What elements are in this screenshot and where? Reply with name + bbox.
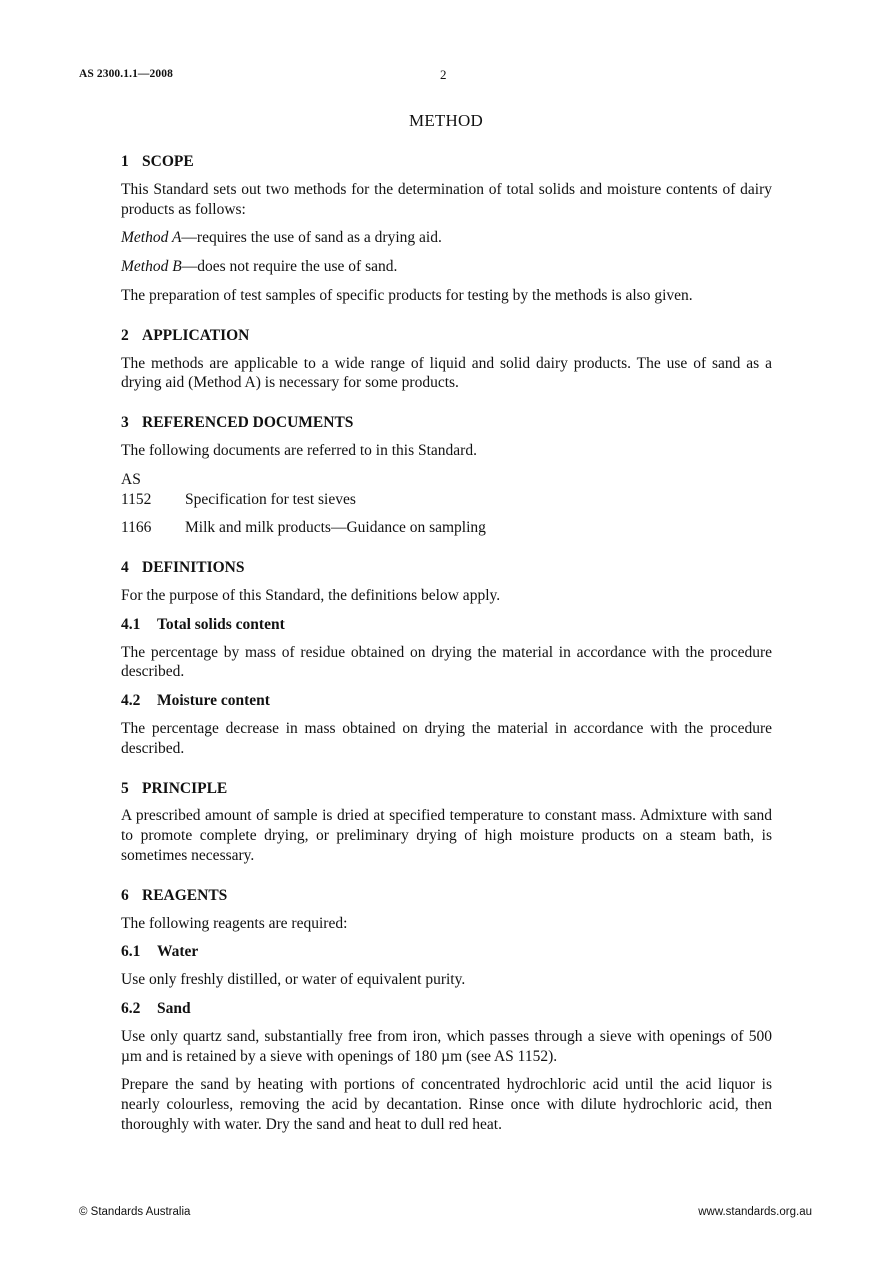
- reference-title: Milk and milk products—Guidance on sampling: [185, 519, 486, 537]
- subsection-title: Moisture content: [157, 692, 270, 710]
- method-a-paragraph: [121, 228, 772, 248]
- subsection-title: Total solids content: [157, 615, 285, 633]
- footer-website-link[interactable]: www.standards.org.au: [698, 1206, 812, 1218]
- section-title: REAGENTS: [142, 886, 228, 904]
- scope-closing-paragraph: The preparation of test samples of specific products for testing by the methods is also given.: [121, 286, 693, 304]
- referenced-documents-paragraph: The following documents are referred to in this Standard.: [121, 441, 477, 459]
- footer-copyright: © Standards Australia: [79, 1206, 191, 1218]
- document-body: [121, 152, 772, 1144]
- definitions-paragraph: For the purpose of this Standard, the definitions below apply.: [121, 586, 501, 604]
- list-item: [121, 518, 772, 538]
- list-item: [121, 490, 772, 510]
- section-number: 1: [121, 153, 129, 170]
- reference-title: Specification for test sieves: [185, 490, 356, 508]
- subsection-heading-total-solids: [121, 615, 772, 635]
- subsection-title: Water: [157, 943, 199, 961]
- section-heading-application: [121, 326, 772, 346]
- page-title: METHOD: [409, 111, 483, 130]
- section-number: 4: [121, 559, 129, 577]
- moisture-content-paragraph: The percentage decrease in mass obtained on drying the material in accordance with the procedure described.: [121, 719, 772, 757]
- method-b-text: —does not require the use of sand.: [181, 258, 398, 276]
- method-b-label: Method B: [121, 258, 182, 276]
- method-a-label: Method A: [121, 229, 182, 247]
- method-b-paragraph: [121, 257, 772, 277]
- subsection-heading-moisture-content: [121, 691, 772, 711]
- page-number: 2: [440, 67, 447, 82]
- section-heading-scope: [121, 152, 772, 172]
- section-title: APPLICATION: [142, 326, 250, 344]
- subsection-title: Sand: [157, 999, 191, 1017]
- sand-paragraph-1: Use only quartz sand, substantially free from iron, which passes through a sieve with openings of 500 µm and is retained by a sieve with openings of 180 µm (see AS 1152).: [121, 1027, 772, 1065]
- scope-intro-paragraph: This Standard sets out two methods for the determination of total solids and moisture contents of dairy products as follows:: [121, 180, 772, 218]
- subsection-number: 4.1: [121, 615, 141, 633]
- water-paragraph: Use only freshly distilled, or water of equivalent purity.: [121, 971, 466, 989]
- principle-paragraph: A prescribed amount of sample is dried at specified temperature to constant mass. Admixture with sand to promote complete drying, or preliminary drying of high moisture products on a steam bath, is sometimes necessary.: [121, 807, 772, 864]
- document-code: AS 2300.1.1—2008: [79, 68, 173, 80]
- subsection-number: 4.2: [121, 692, 141, 710]
- subsection-number: 6.2: [121, 999, 141, 1017]
- total-solids-paragraph: The percentage by mass of residue obtained on drying the material in accordance with the procedure described.: [121, 643, 772, 681]
- section-title: DEFINITIONS: [142, 559, 245, 577]
- section-heading-referenced-documents: [121, 413, 772, 433]
- reference-number: 1166: [121, 519, 152, 537]
- sand-paragraph-2: Prepare the sand by heating with portions of concentrated hydrochloric acid until the acid liquor is nearly colourless, removing the acid by decantation. Rinse once with dilute hydrochloric acid, then thoroughly with water. Dry the sand and heat to dull red heat.: [121, 1076, 772, 1133]
- reference-series-label: AS: [121, 470, 141, 488]
- section-heading-reagents: [121, 886, 772, 906]
- section-number: 6: [121, 886, 129, 904]
- reagents-paragraph: The following reagents are required:: [121, 914, 348, 932]
- section-heading-definitions: [121, 558, 772, 578]
- subsection-number: 6.1: [121, 943, 141, 961]
- section-number: 3: [121, 414, 129, 432]
- section-number: 2: [121, 326, 129, 344]
- section-title: REFERENCED DOCUMENTS: [142, 414, 354, 432]
- section-number: 5: [121, 779, 129, 797]
- subsection-heading-sand: [121, 999, 772, 1019]
- subsection-heading-water: [121, 942, 772, 962]
- reference-number: 1152: [121, 490, 152, 508]
- reference-list: [121, 470, 772, 538]
- section-title: SCOPE: [142, 153, 194, 170]
- section-heading-principle: [121, 779, 772, 799]
- application-paragraph: The methods are applicable to a wide range of liquid and solid dairy products. The use of sand as a drying aid (Method A) is necessary for some products.: [121, 354, 772, 392]
- method-a-text: —requires the use of sand as a drying aid.: [181, 229, 442, 247]
- section-title: PRINCIPLE: [142, 779, 228, 797]
